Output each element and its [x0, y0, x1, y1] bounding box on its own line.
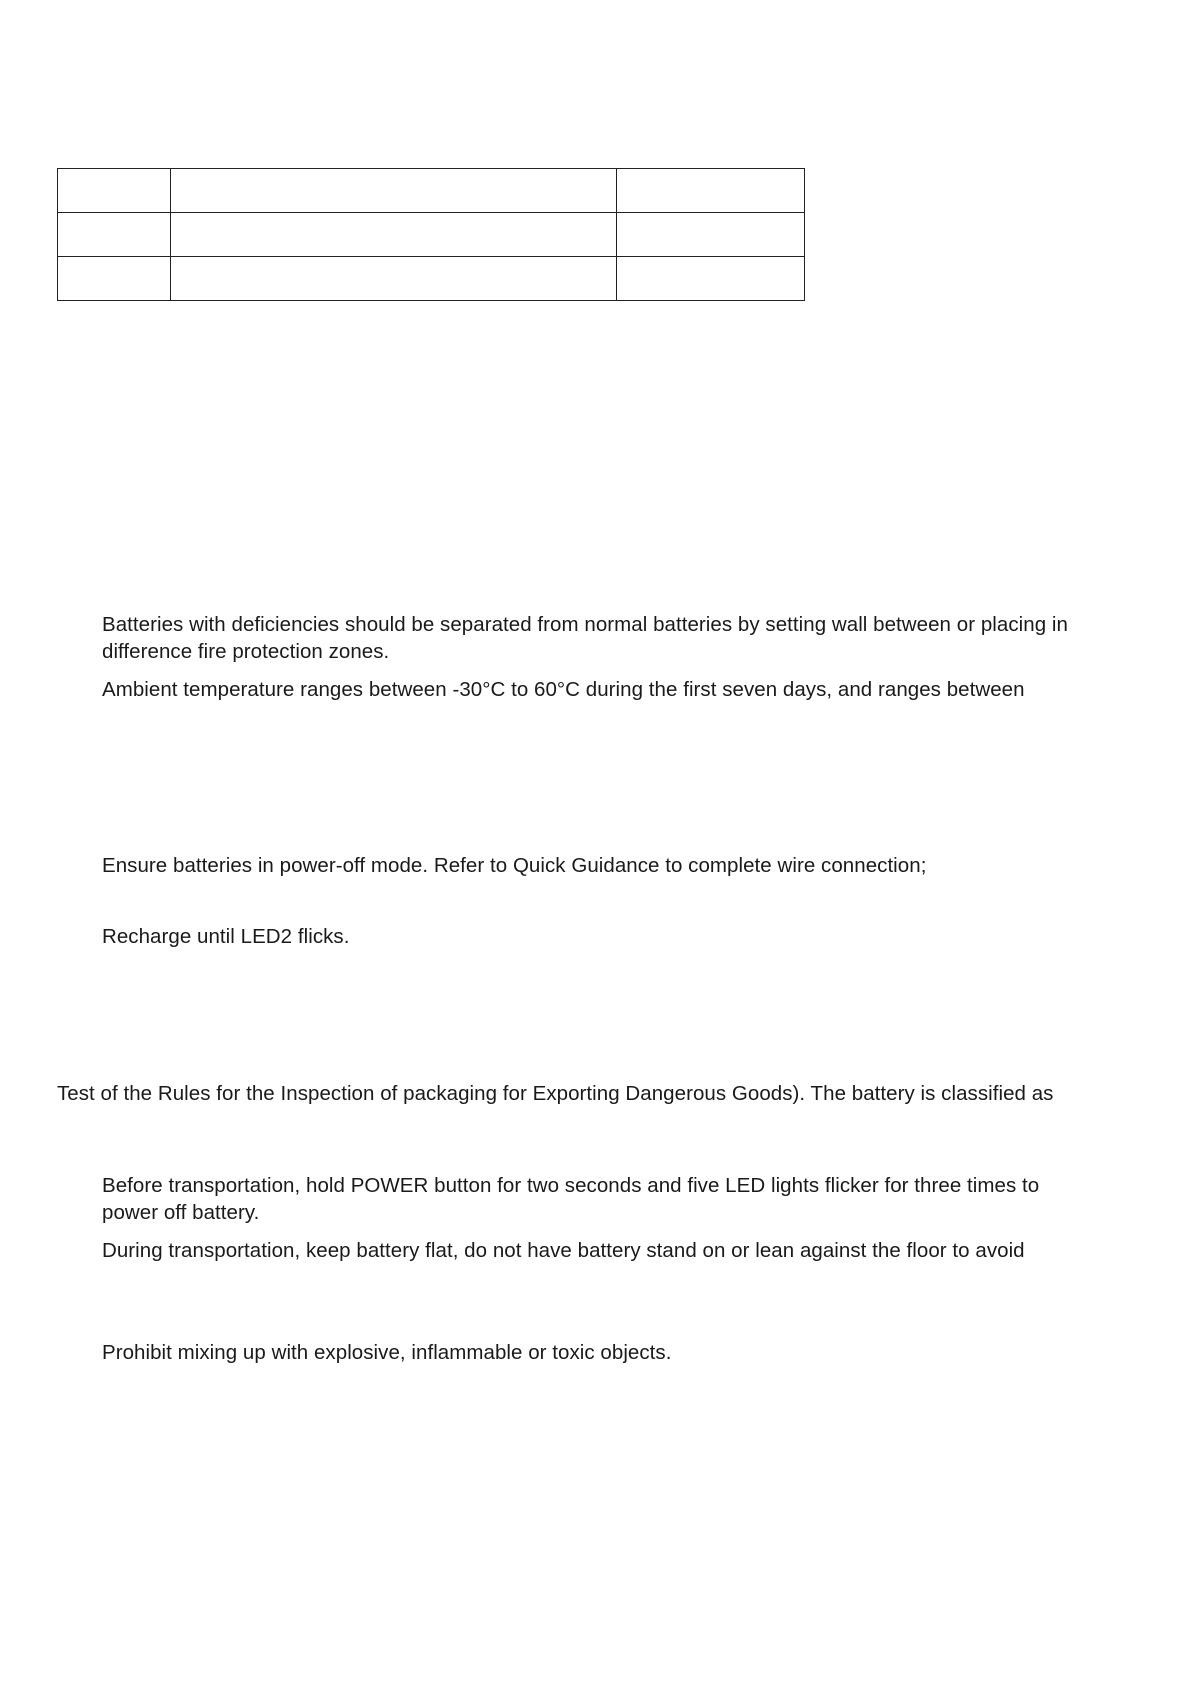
- paragraph-prohibit-mixing: Prohibit mixing up with explosive, inflammable or toxic objects.: [102, 1341, 672, 1364]
- paragraph-inspection-rules: Test of the Rules for the Inspection of packaging for Exporting Dangerous Goods). The battery is classified as: [57, 1082, 1054, 1105]
- paragraph-before-transport-line2: power off battery.: [102, 1201, 260, 1224]
- paragraph-before-transport-line1: Before transportation, hold POWER button for two seconds and five LED lights flicker for three times to: [102, 1174, 1040, 1197]
- table-row: [58, 257, 805, 301]
- paragraph-power-off-mode: Ensure batteries in power-off mode. Refer to Quick Guidance to complete wire connection;: [102, 854, 927, 877]
- table-cell: [58, 169, 171, 213]
- paragraph-during-transport: During transportation, keep battery flat, do not have battery stand on or lean against the floor to avoid: [102, 1239, 1025, 1262]
- table-cell: [171, 213, 617, 257]
- table-row: [58, 213, 805, 257]
- paragraph-deficient-batteries-line2: difference fire protection zones.: [102, 640, 390, 663]
- empty-table: [57, 168, 805, 301]
- table-cell: [171, 257, 617, 301]
- paragraph-deficient-batteries-line1: Batteries with deficiencies should be separated from normal batteries by setting wall between or placing in: [102, 613, 1068, 636]
- table-cell: [171, 169, 617, 213]
- table-cell: [58, 257, 171, 301]
- table-row: [58, 169, 805, 213]
- paragraph-ambient-temperature: Ambient temperature ranges between -30°C to 60°C during the first seven days, and ranges between: [102, 678, 1025, 701]
- table-cell: [617, 257, 805, 301]
- table-cell: [58, 213, 171, 257]
- table-cell: [617, 213, 805, 257]
- paragraph-recharge: Recharge until LED2 flicks.: [102, 925, 350, 948]
- table-cell: [617, 169, 805, 213]
